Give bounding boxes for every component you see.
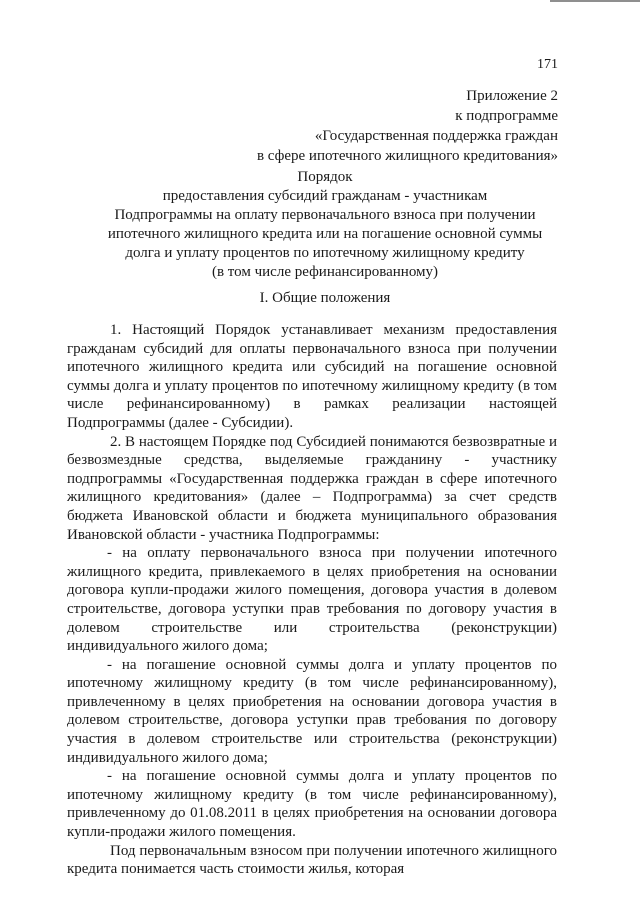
page-number: 171 — [537, 57, 558, 72]
paragraph: 2. В настоящем Порядке под Субсидией понимаются безвозвратные и безвозмездные средства, выделяемые гражданину - участнику подпрограммы «Государственная поддержка граждан в сфере ипотечного жилищного кредитования» (далее – Подпрограмма) за счет средств бюджета Ивановской области и бюджета муниципального образования Ивановской области - участника Подпрограммы: — [67, 433, 557, 543]
title-line: ипотечного жилищного кредита или на погашение основной суммы — [107, 226, 543, 242]
list-item: - на погашение основной суммы долга и уплату процентов по ипотечному жилищному кредиту (в том числе рефинансированному), привлеченному до 01.08.2011 в целях приобретения на основании договора купли-продажи жилого помещения. — [67, 768, 557, 841]
list-item: - на погашение основной суммы долга и уплату процентов по ипотечному жилищному кредиту (в том числе рефинансированному), привлеченному в целях приобретения на основании договора участия в долевом строительстве, договора уступки прав требования по договору участия в долевом строительстве или строительства (реконструкции) индивидуального жилого дома; — [67, 656, 557, 766]
list-item: - на оплату первоначального взноса при получении ипотечного жилищного кредита, привлекаемого в целях приобретения на основании договора купли-продажи жилого помещения, договора участия в долевом строительстве, договора уступки прав требования по договору участия в долевом строительстве или строительства (реконструкции) индивидуального жилого дома; — [67, 545, 557, 655]
annex-line: Приложение 2 — [466, 88, 558, 104]
annex-line: к подпрограмме — [455, 108, 558, 124]
scan-edge-mark — [550, 0, 640, 24]
annex-line: «Государственная поддержка граждан — [314, 128, 558, 144]
annex-header — [257, 86, 558, 166]
title-line: Подпрограммы на оплату первоначального взноса при получении — [114, 207, 536, 223]
title-line: предоставления субсидий гражданам - участникам — [162, 188, 488, 204]
title-line: Порядок — [297, 169, 353, 185]
title-line: долга и уплату процентов по ипотечному жилищному кредиту — [125, 245, 525, 261]
document-title — [80, 168, 570, 282]
paragraph: Под первоначальным взносом при получении ипотечного жилищного кредита понимается часть стоимости жилья, которая — [67, 842, 557, 878]
body-text — [67, 321, 557, 879]
annex-line: в сфере ипотечного жилищного кредитования» — [256, 148, 558, 164]
paragraph: 1. Настоящий Порядок устанавливает механизм предоставления гражданам субсидий для оплаты первоначального взноса при получении ипотечного жилищного кредита или субсидий на погашение основной суммы долга и уплату процентов по ипотечному жилищному кредиту (в том числе рефинансированному) в рамках реализации настоящей Подпрограммы (далее - Субсидии). — [67, 322, 557, 431]
title-line: (в том числе рефинансированному) — [211, 264, 439, 280]
section-heading: I. Общие положения — [259, 290, 391, 306]
